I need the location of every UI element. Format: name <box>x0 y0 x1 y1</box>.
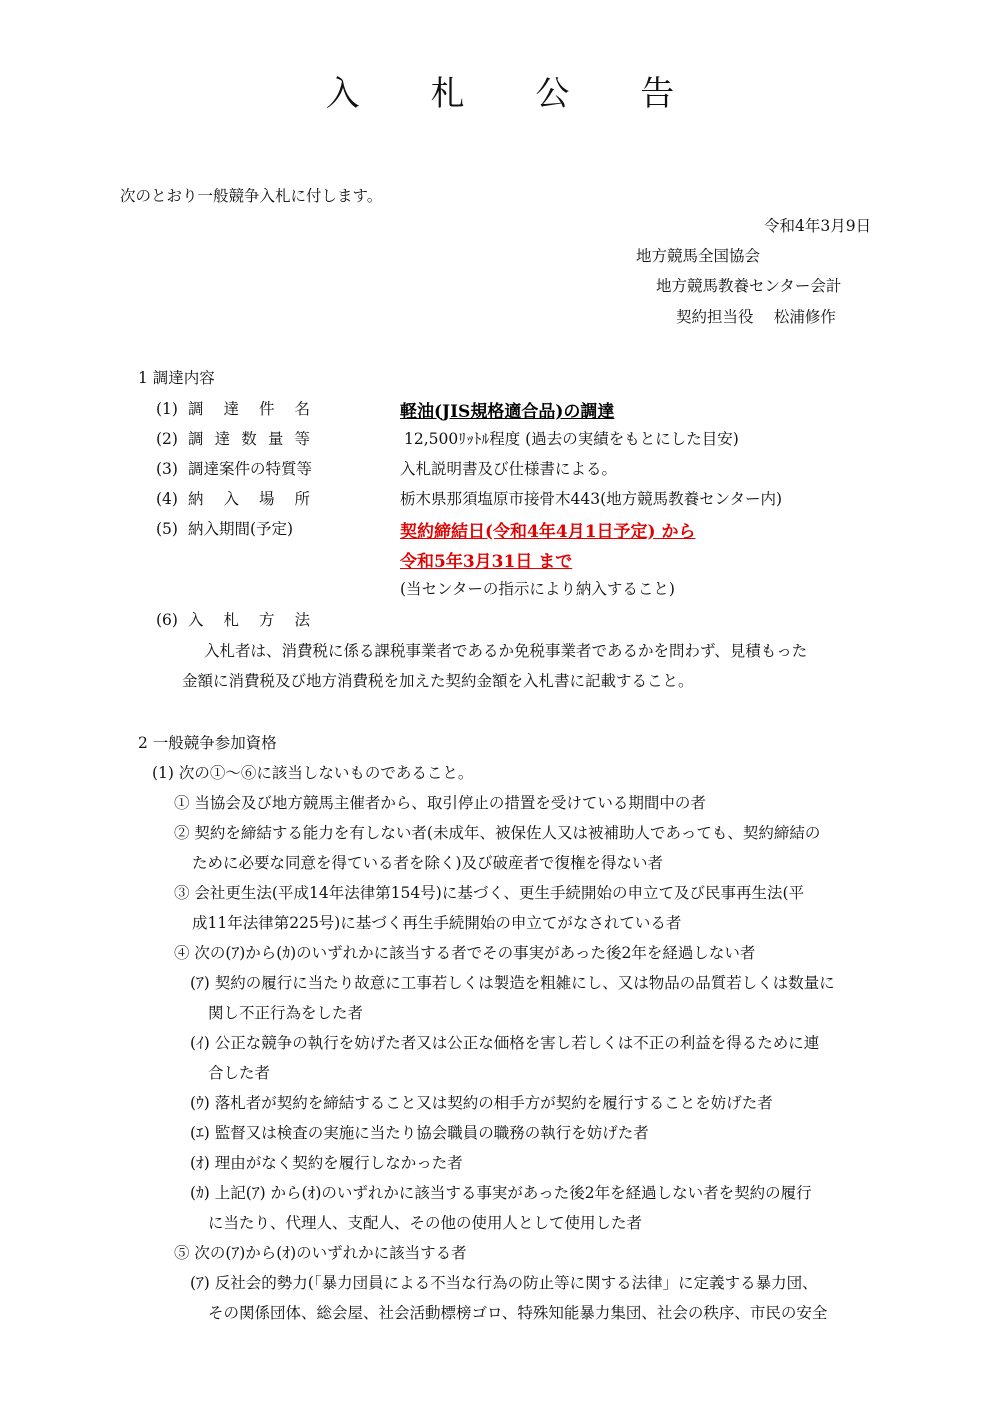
issue-date: 令和4年3月9日 <box>764 217 872 235</box>
item5-label: 納入期間(予定) <box>188 520 294 538</box>
qual-line-13: (ｵ) 理由がなく契約を履行しなかった者 <box>190 1154 463 1172</box>
item6-num: (6) <box>156 611 178 629</box>
qual-line-1: ① 当協会及び地方競馬主催者から、取引停止の措置を受けている期間中の者 <box>174 794 706 812</box>
qual-line-3: ために必要な同意を得ている者を除く)及び破産者で復権を得ない者 <box>192 854 664 872</box>
qual-line-4: ③ 会社更生法(平成14年法律第154号)に基づく、更生手続開始の申立て及び民事再生法(平 <box>174 884 805 902</box>
issuer-dept: 地方競馬教養センター会計 <box>656 277 842 295</box>
issuer-org: 地方競馬全国協会 <box>636 247 761 265</box>
section2-heading: 2 一般競争参加資格 <box>138 734 277 752</box>
item1-num: (1) <box>156 400 178 418</box>
issuer-officer: 契約担当役 松浦修作 <box>676 308 836 326</box>
item2-label: 調達数量等 <box>188 430 310 448</box>
item2-num: (2) <box>156 430 178 448</box>
item4-value: 栃木県那須塩原市接骨木443(地方競馬教養センター内) <box>400 490 783 508</box>
item6-body-line1: 入札者は、消費税に係る課税事業者であるか免税事業者であるかを問わず、見積もった <box>204 642 808 660</box>
page-title: 入 札 公 告 <box>325 74 705 114</box>
item3-label: 調達案件の特質等 <box>188 460 313 478</box>
qual-line-15: に当たり、代理人、支配人、その他の使用人として使用した者 <box>208 1214 643 1232</box>
qual-line-2: ② 契約を締結する能力を有しない者(未成年、被保佐人又は被補助人であっても、契約締結の <box>174 824 821 842</box>
intro-text: 次のとおり一般競争入札に付します。 <box>120 187 383 205</box>
item3-value: 入札説明書及び仕様書による。 <box>400 460 618 478</box>
qual-line-10: 合した者 <box>208 1064 271 1082</box>
item5-period-end: 令和5年3月31日 まで <box>400 552 573 572</box>
section2-sub1: (1) 次の①～⑥に該当しないものであること。 <box>152 764 474 782</box>
item4-label: 納 入 場 所 <box>188 490 310 508</box>
qual-line-17: (ｱ) 反社会的勢力(「暴力団員による不当な行為の防止等に関する法律」に定義する暴力団、 <box>190 1274 818 1292</box>
item5-num: (5) <box>156 520 178 538</box>
qual-line-9: (ｲ) 公正な競争の執行を妨げた者又は公正な価格を害し若しくは不正の利益を得るために連 <box>190 1034 820 1052</box>
item4-num: (4) <box>156 490 178 508</box>
item1-value: 軽油(JIS規格適合品)の調達 <box>400 402 615 422</box>
item5-note: (当センターの指示により納入すること) <box>400 580 675 598</box>
item1-label: 調 達 件 名 <box>188 400 310 418</box>
qual-line-16: ⑤ 次の(ｱ)から(ｵ)のいずれかに該当する者 <box>174 1244 467 1262</box>
qual-line-14: (ｶ) 上記(ｱ) から(ｵ)のいずれかに該当する事実があった後2年を経過しない者を契約の履行 <box>190 1184 812 1202</box>
qual-line-12: (ｴ) 監督又は検査の実施に当たり協会職員の職務の執行を妨げた者 <box>190 1124 649 1142</box>
qual-line-8: 関し不正行為をした者 <box>208 1004 364 1022</box>
qual-line-5: 成11年法律第225号)に基づく再生手続開始の申立てがなされている者 <box>192 914 682 932</box>
item5-period-start: 契約締結日(令和4年4月1日予定) から <box>400 522 696 542</box>
qual-line-7: (ｱ) 契約の履行に当たり故意に工事若しくは製造を粗雑にし、又は物品の品質若しくは数量に <box>190 974 835 992</box>
item2-value: 12,500ﾘｯﾄﾙ程度 (過去の実績をもとにした目安) <box>404 430 739 448</box>
item6-body-line2: 金額に消費税及び地方消費税を加えた契約金額を入札書に記載すること。 <box>182 672 694 690</box>
section1-heading: 1 調達内容 <box>138 369 215 387</box>
qual-line-6: ④ 次の(ｱ)から(ｶ)のいずれかに該当する者でその事実があった後2年を経過しない者 <box>174 944 756 962</box>
item3-num: (3) <box>156 460 178 478</box>
qual-line-18: その関係団体、総会屋、社会活動標榜ゴロ、特殊知能暴力集団、社会の秩序、市民の安全 <box>208 1304 828 1322</box>
item6-label: 入 札 方 法 <box>188 611 310 629</box>
qual-line-11: (ｳ) 落札者が契約を締結すること又は契約の相手方が契約を履行することを妨げた者 <box>190 1094 773 1112</box>
